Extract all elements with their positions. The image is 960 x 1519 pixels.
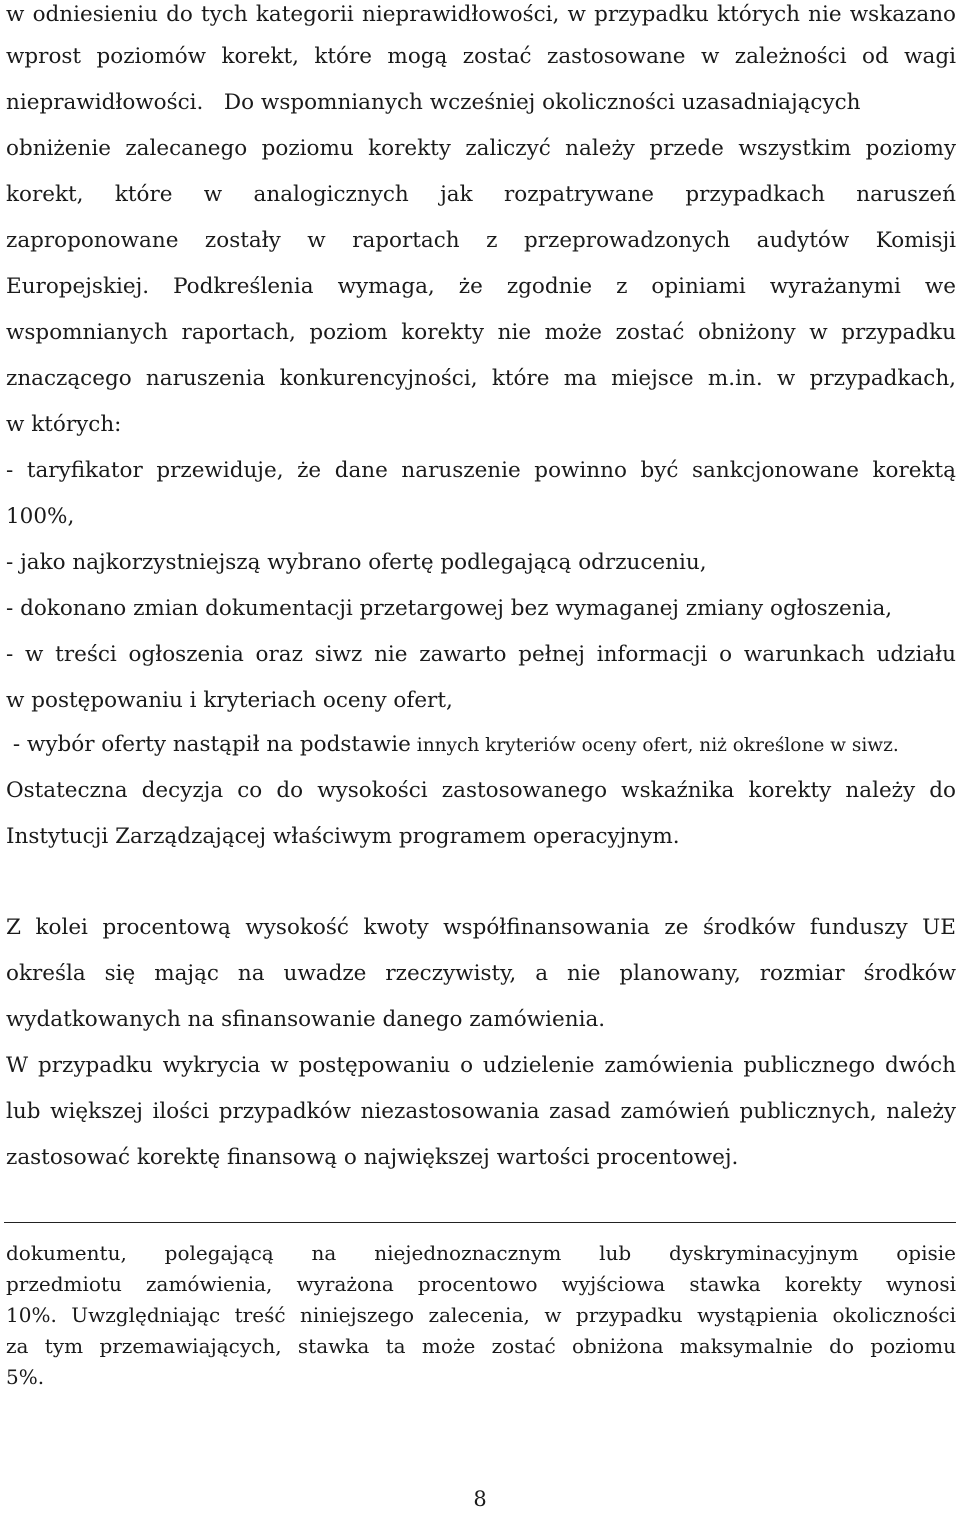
text-line: wprost poziomów korekt, które mogą zostać zastosowane w zależności od wagi xyxy=(6,44,956,69)
text-line: zaproponowane zostały w raportach z przeprowadzonych audytów Komisji xyxy=(6,228,956,253)
text-line: lub większej ilości przypadków niezastosowania zasad zamówień publicznych, należy xyxy=(6,1099,956,1124)
text-line: Instytucji Zarządzającej właściwym programem operacyjnym. xyxy=(6,824,680,849)
text-line: W przypadku wykrycia w postępowaniu o udzielenie zamówienia publicznego dwóch xyxy=(6,1053,956,1078)
text-line: Europejskiej. Podkreślenia wymaga, że zgodnie z opiniami wyrażanymi we xyxy=(6,274,956,299)
text-line: Ostateczna decyzja co do wysokości zastosowanego wskaźnika korekty należy do xyxy=(6,778,956,803)
text-line: wydatkowanych na sfinansowanie danego zamówienia. xyxy=(6,1007,606,1032)
footnote-line: za tym przemawiających, stawka ta może zostać obniżona maksymalnie do poziomu xyxy=(6,1334,956,1358)
footnote-line: 5%. xyxy=(6,1365,45,1389)
list-item: - w treści ogłoszenia oraz siwz nie zawarto pełnej informacji o warunkach udziału xyxy=(6,642,956,667)
text-line: zastosować korektę finansową o największej wartości procentowej. xyxy=(6,1145,739,1170)
text-line: nieprawidłowości. Do wspomnianych wcześniej okoliczności uzasadniających xyxy=(6,90,861,115)
text-line: Z kolei procentową wysokość kwoty współfinansowania ze środków funduszy UE xyxy=(6,915,956,940)
list-item-part: - wybór oferty nastąpił na podstawie xyxy=(6,732,411,757)
text-line: wspomnianych raportach, poziom korekty nie może zostać obniżony w przypadku xyxy=(6,320,956,345)
footnote-line: dokumentu, polegającą na niejednoznacznym lub dyskryminacyjnym opisie xyxy=(6,1241,956,1265)
page-number: 8 xyxy=(473,1487,487,1511)
list-item xyxy=(6,730,956,760)
footnote-line: przedmiotu zamówienia, wyrażona procentowo wyjściowa stawka korekty wynosi xyxy=(6,1272,956,1296)
text-line: w odniesieniu do tych kategorii nieprawidłowości, w przypadku których nie wskazano xyxy=(6,2,956,27)
footnote-separator xyxy=(4,1222,956,1223)
text-line: korekt, które w analogicznych jak rozpatrywane przypadkach naruszeń xyxy=(6,182,956,207)
list-item-part-small: innych kryteriów oceny ofert, niż określone w siwz. xyxy=(410,735,899,756)
list-item-continuation: 100%, xyxy=(6,504,75,529)
text-line: znaczącego naruszenia konkurencyjności, które ma miejsce m.in. w przypadkach, xyxy=(6,366,956,391)
text-line: obniżenie zalecanego poziomu korekty zaliczyć należy przede wszystkim poziomy xyxy=(6,136,956,161)
list-item: - taryfikator przewiduje, że dane naruszenie powinno być sankcjonowane korektą xyxy=(6,458,956,483)
list-item: - dokonano zmian dokumentacji przetargowej bez wymaganej zmiany ogłoszenia, xyxy=(6,596,893,621)
list-item: - jako najkorzystniejszą wybrano ofertę podlegającą odrzuceniu, xyxy=(6,550,707,575)
text-line: w których: xyxy=(6,412,122,437)
list-item-continuation: w postępowaniu i kryteriach oceny ofert, xyxy=(6,688,453,713)
text-line: określa się mając na uwadze rzeczywisty, a nie planowany, rozmiar środków xyxy=(6,961,956,986)
footnote-line: 10%. Uwzględniając treść niniejszego zalecenia, w przypadku wystąpienia okoliczności xyxy=(6,1303,956,1327)
